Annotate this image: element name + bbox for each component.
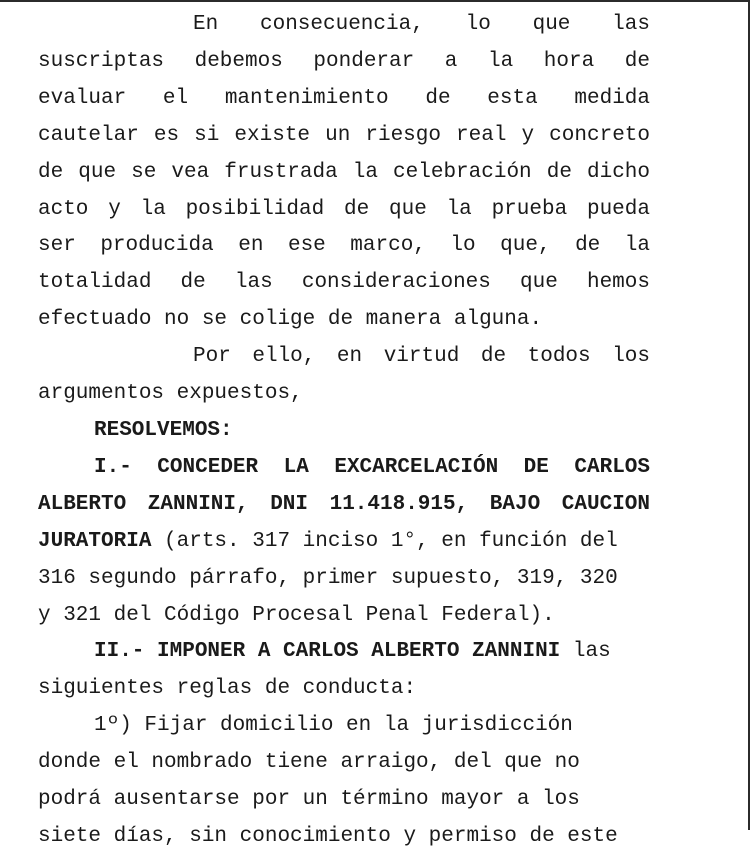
paragraph-por-ello-line-2: argumentos expuestos, bbox=[38, 382, 303, 406]
resolution-1-line-1 bbox=[38, 450, 650, 487]
resolution-2-bold: II.- IMPONER A CARLOS ALBERTO ZANNINI bbox=[94, 640, 561, 664]
rule-1-line-2: donde el nombrado tiene arraigo, del que no bbox=[38, 751, 580, 775]
resolution-2-line-1 bbox=[38, 634, 650, 671]
paragraph-consecuencia-line-8: totalidad de las consideraciones que hemos bbox=[38, 271, 650, 295]
resolution-1-line-5: y 321 del Código Procesal Penal Federal). bbox=[38, 603, 555, 627]
resolution-1-bold-1: I.- CONCEDER LA EXCARCELACIÓN DE CARLOS bbox=[94, 455, 650, 479]
resolution-1-rest-3: (arts. 317 inciso 1°, en función del bbox=[151, 529, 618, 553]
resolution-2-line-2: siguientes reglas de conducta: bbox=[38, 677, 417, 701]
rule-1-line-3: podrá ausentarse por un término mayor a los bbox=[38, 788, 580, 812]
resolution-1-bold-3: JURATORIA bbox=[38, 529, 152, 553]
paragraph-por-ello-line-1: Por ello, en virtud de todos los bbox=[193, 345, 650, 369]
resolvemos-heading: RESOLVEMOS: bbox=[94, 418, 233, 442]
top-border bbox=[0, 0, 750, 2]
rule-1-line-1: 1º) Fijar domicilio en la jurisdicción bbox=[94, 714, 573, 738]
rule-1-line-4: siete días, sin conocimiento y permiso de este bbox=[38, 824, 618, 848]
paragraph-consecuencia-line-1: En consecuencia, lo que las bbox=[193, 13, 650, 36]
paragraph-consecuencia-line-2: suscriptas debemos ponderar a la hora de bbox=[38, 49, 650, 73]
paragraph-consecuencia-line-9: efectuado no se colige de manera alguna. bbox=[38, 308, 543, 332]
document-body bbox=[38, 7, 650, 856]
resolution-2-rest: las bbox=[560, 640, 611, 664]
resolution-1-line-3 bbox=[38, 524, 650, 561]
paragraph-consecuencia-line-3: evaluar el mantenimiento de esta medida bbox=[38, 86, 650, 110]
resolution-1-bold-2: ALBERTO ZANNINI, DNI 11.418.915, BAJO CAUCION bbox=[38, 492, 650, 516]
paragraph-consecuencia-line-5: de que se vea frustrada la celebración de dicho bbox=[38, 160, 650, 184]
resolution-1-line-2 bbox=[38, 487, 650, 524]
resolution-1-line-4: 316 segundo párrafo, primer supuesto, 319, 320 bbox=[38, 566, 618, 590]
paragraph-consecuencia-line-4: cautelar es si existe un riesgo real y concreto bbox=[38, 123, 650, 147]
paragraph-consecuencia-line-7: ser producida en ese marco, lo que, de la bbox=[38, 234, 650, 258]
paragraph-consecuencia-line-6: acto y la posibilidad de que la prueba pueda bbox=[38, 197, 650, 221]
